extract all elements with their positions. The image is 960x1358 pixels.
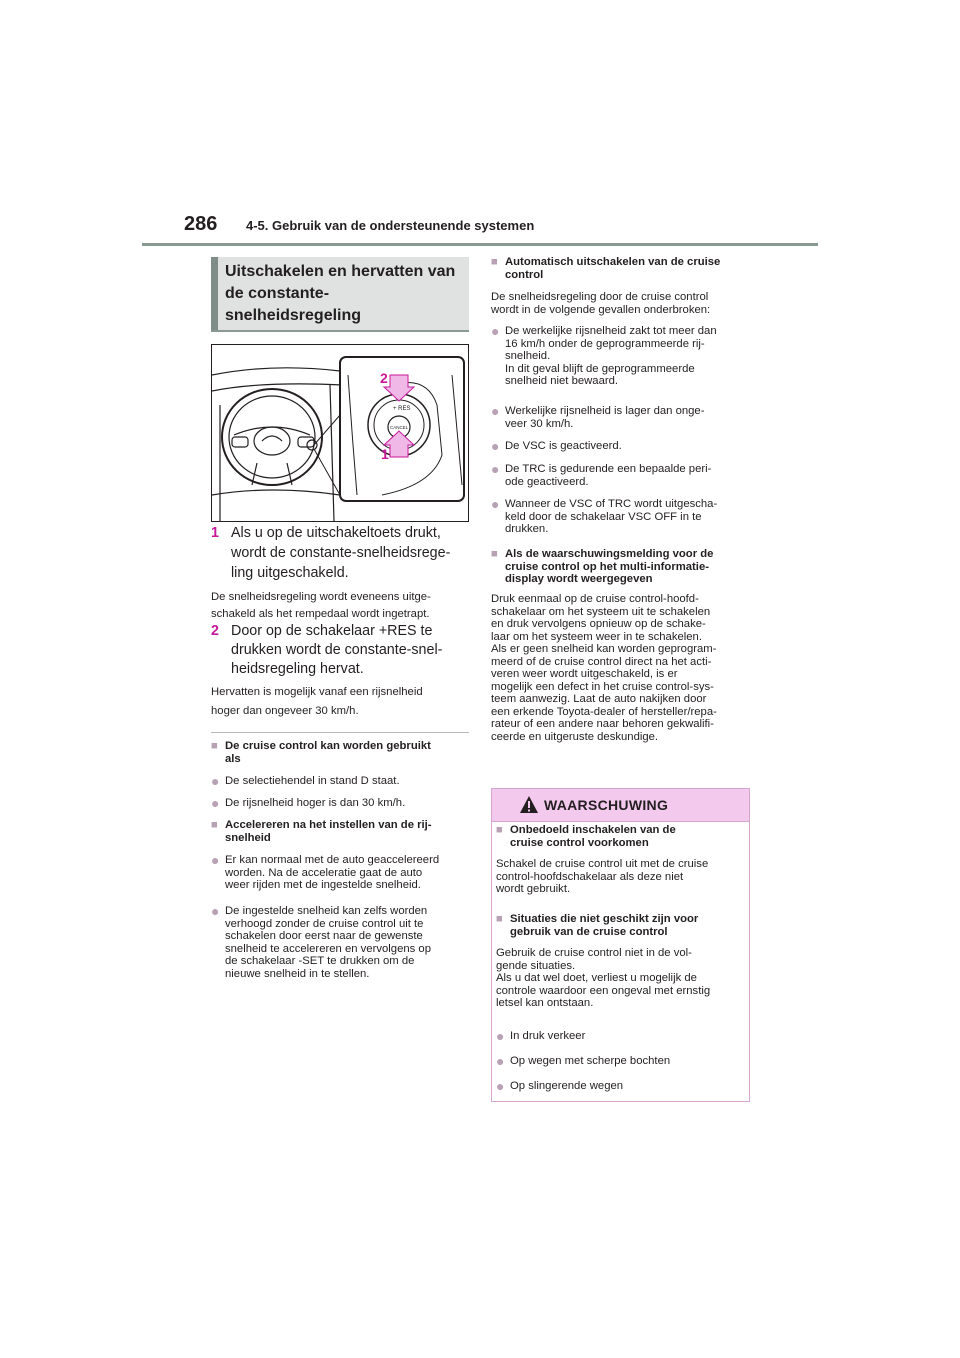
heading-line: De cruise control kan worden gebruikt <box>225 740 431 752</box>
square-bullet-icon: ■ <box>496 824 503 836</box>
list-item-text: de schakelaar -SET te drukken om de <box>225 955 415 967</box>
info-heading-4 <box>491 548 753 586</box>
list-item <box>211 905 469 980</box>
body-line: letsel kan ontstaan. <box>496 997 594 1009</box>
list-item-text: Werkelijke rijsnelheid is lager dan onge- <box>505 405 705 417</box>
body-line: control-hoofdschakelaar als deze niet <box>496 870 684 883</box>
list-item-text: In druk verkeer <box>510 1030 586 1042</box>
body-line: en druk vervolgens opnieuw op de schake- <box>491 618 706 630</box>
list-item <box>496 1080 746 1093</box>
body-line: meerd of de cruise control direct na het acti- <box>491 655 712 668</box>
heading-line: Als de waarschuwingsmelding voor de <box>505 548 714 560</box>
body-line: laar om het systeem weer in te schakelen. <box>491 630 702 643</box>
step-2-note <box>211 683 469 721</box>
header-rule <box>142 243 818 246</box>
list-item <box>496 1030 746 1043</box>
bullet-icon: ● <box>491 403 500 419</box>
list-item-text: snelheid. <box>505 350 551 362</box>
res-button-label: + RES <box>393 406 411 412</box>
list-item-text: De rijsnelheid hoger is dan 30 km/h. <box>225 797 406 809</box>
list-item-text: snelheid te accelereren en vervolgens op <box>225 942 431 955</box>
heading-line: display wordt weergegeven <box>505 573 653 585</box>
section-heading: Uitschakelen en hervatten van de constante-snelheidsregeling <box>225 263 456 324</box>
info-heading-1 <box>211 740 469 765</box>
list-item-text: nieuwe snelheid in te stellen. <box>225 967 370 980</box>
body-line: Gebruik de cruise control niet in de vol- <box>496 947 692 959</box>
note-line: Hervatten is mogelijk vanaf een rijsnelheid <box>211 686 423 698</box>
bullet-icon: ● <box>491 438 500 454</box>
bullet-icon: ● <box>496 1028 505 1044</box>
warning-title: WAARSCHUWING <box>544 797 669 813</box>
steering-wheel-figure <box>211 344 469 522</box>
body-line: Als u dat wel doet, verliest u mogelijk de <box>496 972 697 984</box>
body-line: schakelaar om het systeem uit te schakelen <box>491 605 711 618</box>
warning-header <box>492 789 749 822</box>
bullet-icon: ● <box>496 1078 505 1094</box>
page-number: 286 <box>184 213 218 235</box>
body-line: ceerde en uitgeruste deskundige. <box>491 730 659 743</box>
cancel-button-label: CANCEL <box>390 425 409 430</box>
warning-heading-1 <box>496 824 746 849</box>
heading-line: Accelereren na het instellen van de rij- <box>225 819 432 831</box>
heading-line: gebruik van de cruise control <box>510 925 668 938</box>
body-line: Druk eenmaal op de cruise control-hoofd- <box>491 593 699 605</box>
note-line: De snelheidsregeling wordt eveneens uitge- <box>211 591 431 603</box>
info-intro <box>491 291 753 316</box>
list-item-text: De VSC is geactiveerd. <box>505 440 622 452</box>
list-item-text: drukken. <box>505 523 549 535</box>
list-item-text: Op wegen met scherpe bochten <box>510 1055 671 1067</box>
list-item-text: De ingestelde snelheid kan zelfs worden <box>225 905 428 917</box>
step-2-text: Door op de schakelaar +RES te <box>231 623 433 639</box>
heading-line: Situaties die niet geschikt zijn voor <box>510 913 699 925</box>
heading-line: cruise control voorkomen <box>510 836 649 849</box>
list-item <box>491 405 753 430</box>
heading-line: als <box>225 752 241 765</box>
list-item-text: Op slingerende wegen <box>510 1080 624 1092</box>
heading-line: Onbedoeld inschakelen van de <box>510 824 676 836</box>
chapter-title: 4-5. Gebruik van de ondersteunende systemen <box>246 218 535 233</box>
list-item-text: De TRC is gedurende een bepaalde peri- <box>505 463 712 475</box>
bullet-icon: ● <box>491 323 500 339</box>
list-item-text: De werkelijke rijsnelheid zakt tot meer dan <box>505 325 717 337</box>
bullet-icon: ● <box>491 496 500 512</box>
list-item <box>491 463 753 488</box>
list-item-text: Wanneer de VSC of TRC wordt uitgescha- <box>505 498 718 510</box>
note-line: schakeld als het rempedaal wordt ingetrapt. <box>211 607 430 620</box>
bullet-icon: ● <box>491 461 500 477</box>
info-heading-2 <box>211 819 469 844</box>
body-line: Als er geen snelheid kan worden geprogram- <box>491 643 717 655</box>
bullet-icon: ● <box>211 852 220 868</box>
intro-line: De snelheidsregeling door de cruise control <box>491 291 709 303</box>
square-bullet-icon: ■ <box>211 819 218 831</box>
info-heading-3 <box>491 256 753 281</box>
step-2-text: heidsregeling hervat. <box>231 661 364 677</box>
heading-line: snelheid <box>225 831 271 844</box>
square-bullet-icon: ■ <box>491 548 498 560</box>
bullet-icon: ● <box>211 773 220 789</box>
body-line: gende situaties. <box>496 959 576 972</box>
step-1-text: Als u op de uitschakeltoets drukt, <box>231 525 441 541</box>
list-item <box>491 440 753 453</box>
warning-heading-2 <box>496 913 746 938</box>
list-item <box>211 854 469 892</box>
heading-line: cruise control op het multi-informatie- <box>505 560 709 573</box>
list-item-text: De selectiehendel in stand D staat. <box>225 775 400 787</box>
body-line: teem aanwezig. Laat de auto nakijken door <box>491 693 707 705</box>
list-item-text: veer 30 km/h. <box>505 417 574 430</box>
section-heading-box <box>211 257 469 332</box>
list-item-text: verhoogd zonder de cruise control uit te <box>225 917 424 930</box>
warning-triangle-icon <box>519 795 539 814</box>
list-item-text: Er kan normaal met de auto geaccelereerd <box>225 854 440 866</box>
info-body <box>491 593 753 743</box>
list-item-text: In dit geval blijft de geprogrammeerde <box>505 362 695 375</box>
divider <box>211 732 469 733</box>
list-item-text: snelheid niet bewaard. <box>505 375 619 387</box>
list-item-text: 16 km/h onder de geprogrammeerde rij- <box>505 337 705 350</box>
step-1-note <box>211 589 469 622</box>
body-line: veren weer wordt uitgeschakeld, is er <box>491 668 678 680</box>
list-item <box>496 1055 746 1068</box>
step-1-text: ling uitgeschakeld. <box>231 565 349 581</box>
step-2-number: 2 <box>211 623 219 639</box>
list-item-text: keld door de schakelaar VSC OFF in te <box>505 510 702 523</box>
body-line: wordt gebruikt. <box>496 883 571 895</box>
warning-body-2 <box>496 947 746 1010</box>
step-2-text: drukken wordt de constante-snel- <box>231 642 443 658</box>
warning-body-1 <box>496 858 746 896</box>
list-item <box>491 325 753 388</box>
list-item-text: worden. Na de acceleratie gaat de auto <box>225 866 423 879</box>
callout-1: 1 <box>381 446 389 462</box>
step-1-number: 1 <box>211 525 219 541</box>
step-1 <box>211 523 469 583</box>
bullet-icon: ● <box>211 903 220 919</box>
list-item-text: weer rijden met de ingestelde snelheid. <box>225 879 421 891</box>
body-line: een erkende Toyota-dealer of hersteller/repa- <box>491 705 717 718</box>
step-2 <box>211 622 469 679</box>
square-bullet-icon: ■ <box>211 740 218 752</box>
body-line: controle waardoor een ongeval met ernstig <box>496 984 711 997</box>
bullet-icon: ● <box>211 795 220 811</box>
body-line: Schakel de cruise control uit met de cruise <box>496 858 709 870</box>
callout-2: 2 <box>380 370 388 386</box>
bullet-icon: ● <box>496 1053 505 1069</box>
list-item <box>211 797 469 810</box>
dashboard-illustration <box>212 345 468 521</box>
body-line: mogelijk een defect in het cruise control-sys- <box>491 680 714 693</box>
step-1-text: wordt de constante-snelheidsrege- <box>231 545 451 561</box>
square-bullet-icon: ■ <box>491 256 498 268</box>
intro-line: wordt in de volgende gevallen onderbroken: <box>491 303 711 316</box>
warning-box <box>491 788 750 1102</box>
list-item <box>211 775 469 788</box>
list-item <box>491 498 753 536</box>
square-bullet-icon: ■ <box>496 913 503 925</box>
heading-line: control <box>505 268 544 281</box>
list-item-text: schakelen door eerst naar de gewenste <box>225 930 423 942</box>
heading-line: Automatisch uitschakelen van de cruise <box>505 256 721 268</box>
note-line: hoger dan ongeveer 30 km/h. <box>211 705 359 717</box>
section-heading-bar <box>211 257 218 330</box>
body-line: rateur of een andere naar behoren gekwalifi- <box>491 718 714 730</box>
list-item-text: ode geactiveerd. <box>505 475 589 488</box>
